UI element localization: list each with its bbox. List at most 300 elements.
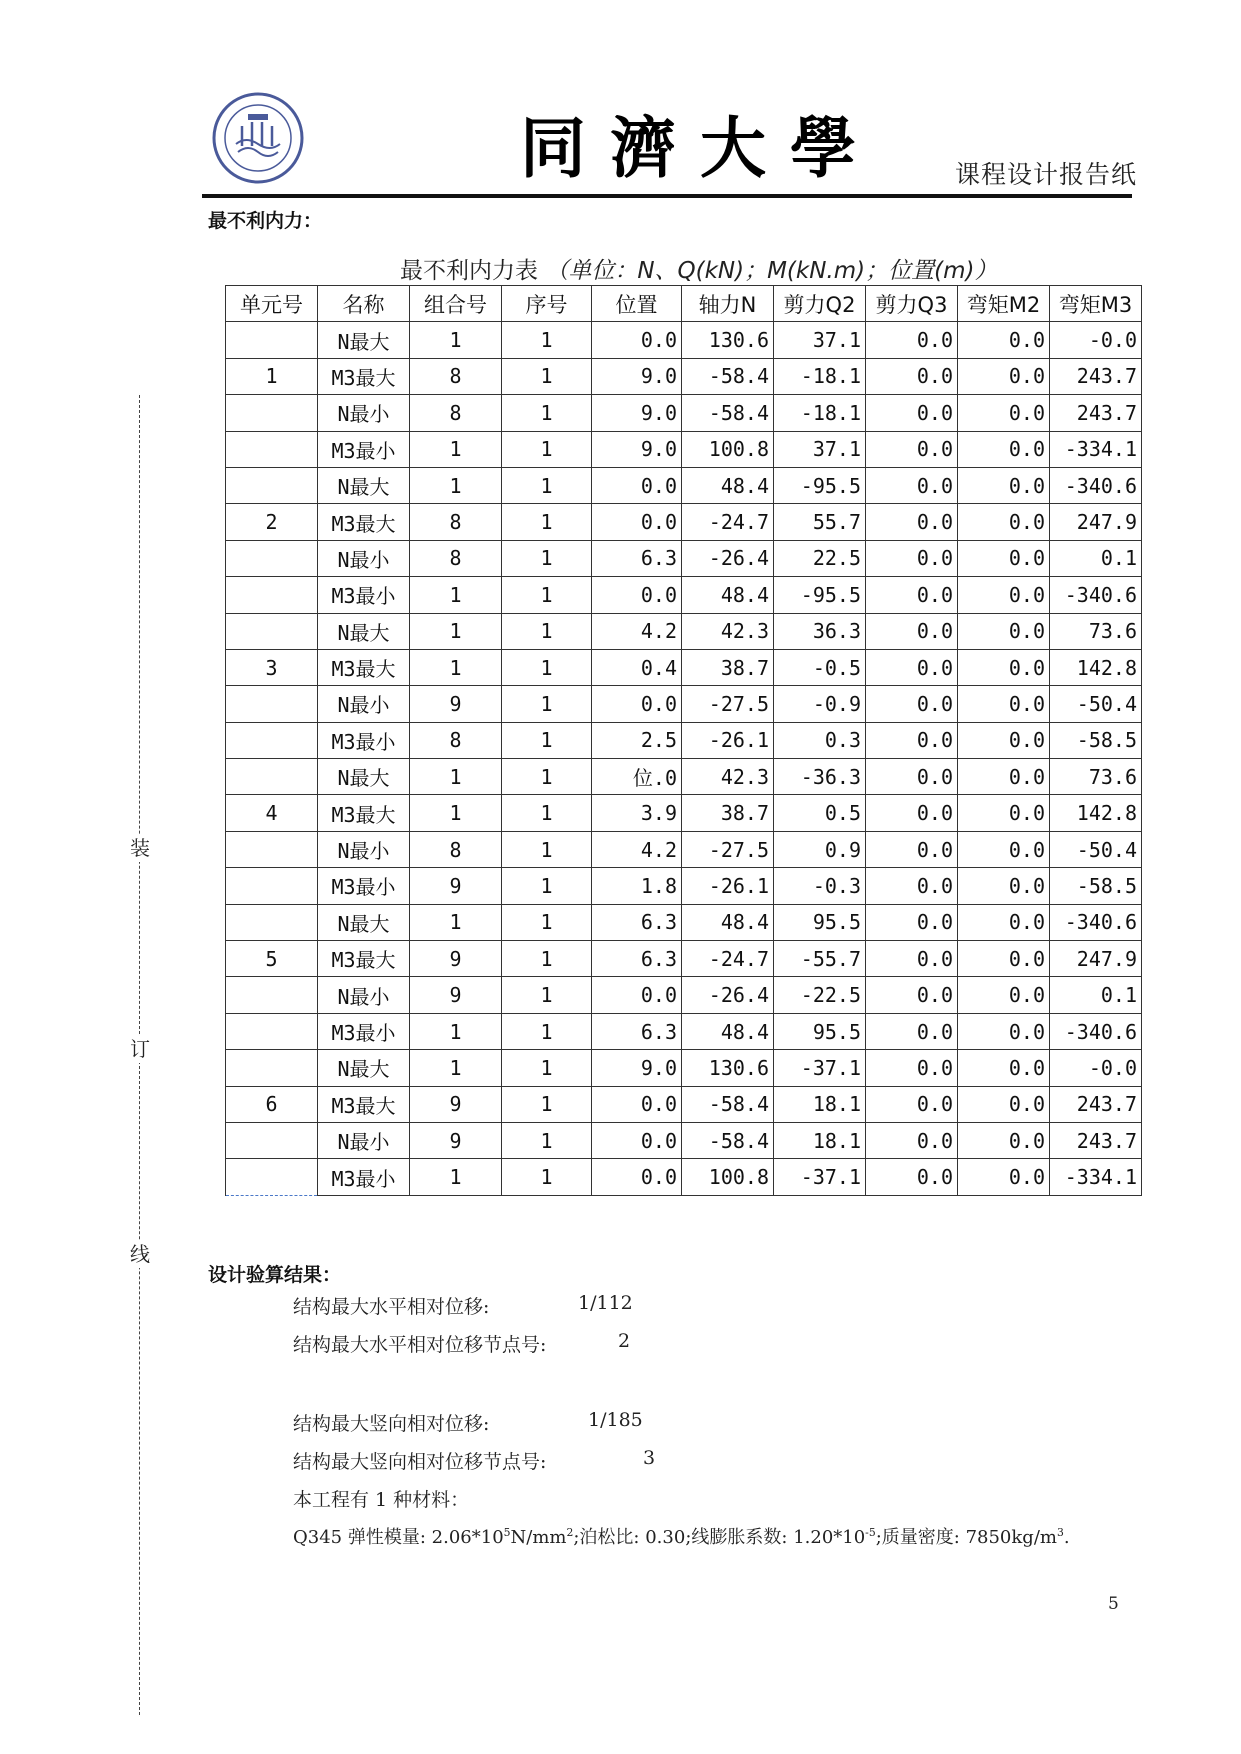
table-cell: 0.0 [958,540,1050,576]
material-name: Q345 [293,1527,343,1548]
table-cell: M3最大 [318,649,410,685]
col-header: 剪力Q2 [774,286,866,322]
table-cell: -27.5 [682,686,774,722]
table-cell: -340.6 [1050,904,1142,940]
table-cell [226,467,318,503]
table-cell: N最小 [318,1122,410,1158]
table-cell: 2 [226,504,318,540]
table-cell [226,759,318,795]
modulus-label: 弹性模量: [347,1527,426,1548]
table-cell: 0.0 [958,395,1050,431]
table-cell: -37.1 [774,1050,866,1086]
max-v-node-value: 3 [643,1447,656,1469]
report-paper-label: 课程设计报告纸 [955,160,1138,189]
table-cell: N最大 [318,904,410,940]
table-cell: -50.4 [1050,831,1142,867]
table-row [226,941,1142,977]
binding-char-xian: 线 [130,1242,150,1266]
modulus-unit: N/mm [510,1527,567,1548]
table-cell: 0.1 [1050,977,1142,1013]
max-v-value: 1/185 [588,1409,643,1431]
table-cell: 9 [410,686,502,722]
poisson-label: ;泊松比: [573,1527,640,1548]
table-cell: -0.3 [774,868,866,904]
table-cell: 95.5 [774,904,866,940]
table-cell: -37.1 [774,1159,866,1195]
table-cell: 0.0 [958,1013,1050,1049]
table-cell: 0.0 [866,1086,958,1122]
table-row [226,1159,1142,1195]
table-row [226,1050,1142,1086]
table-cell [226,977,318,1013]
table-cell: -334.1 [1050,431,1142,467]
table-cell: 247.9 [1050,941,1142,977]
table-row [226,467,1142,503]
table-cell: 0.0 [592,504,682,540]
table-cell: 0.0 [958,868,1050,904]
table-cell: 130.6 [682,322,774,358]
table-cell: 0.0 [958,613,1050,649]
col-header: 序号 [502,286,592,322]
table-cell: 0.0 [866,759,958,795]
table-cell: 1 [502,759,592,795]
table-caption-main: 最不利内力表 [400,258,538,284]
table-cell: 8 [410,358,502,394]
table-cell: 0.0 [958,1122,1050,1158]
table-cell: 1 [502,613,592,649]
table-cell: 0.0 [958,358,1050,394]
table-cell: 0.0 [592,1086,682,1122]
table-cell: 1 [502,467,592,503]
table-cell: 1 [502,941,592,977]
table-cell: M3最小 [318,1013,410,1049]
table-cell [226,540,318,576]
table-cell: N最大 [318,613,410,649]
table-cell [226,868,318,904]
table-cell: -36.3 [774,759,866,795]
thermal-exp: -5 [865,1526,876,1539]
table-cell: 9.0 [592,431,682,467]
table-cell: -24.7 [682,504,774,540]
table-cell: 0.0 [958,467,1050,503]
table-cell: -0.9 [774,686,866,722]
table-cell: -58.4 [682,1122,774,1158]
table-cell: 8 [410,504,502,540]
table-cell: 100.8 [682,431,774,467]
table-cell: M3最大 [318,504,410,540]
table-cell: 130.6 [682,1050,774,1086]
table-cell: 9 [410,977,502,1013]
table-cell: 3.9 [592,795,682,831]
table-cell: 1 [502,649,592,685]
table-cell: 0.0 [866,649,958,685]
section-title-worst-forces: 最不利内力： [208,210,323,232]
density-label: ;质量密度: [875,1527,960,1548]
table-cell: 6 [226,1086,318,1122]
table-cell: 1 [410,322,502,358]
table-cell: 3 [226,649,318,685]
table-row [226,831,1142,867]
table-row [226,977,1142,1013]
table-cell: 0.0 [866,322,958,358]
table-cell: 1 [502,577,592,613]
table-row [226,358,1142,394]
table-cell: N最小 [318,686,410,722]
table-cell: 38.7 [682,795,774,831]
table-cell: 48.4 [682,904,774,940]
table-cell: -26.1 [682,722,774,758]
table-cell: 0.0 [958,322,1050,358]
binding-char-zhuang: 装 [130,836,150,860]
col-header: 轴力N [682,286,774,322]
table-cell: -18.1 [774,358,866,394]
table-cell: 0.4 [592,649,682,685]
table-row [226,722,1142,758]
table-cell [226,322,318,358]
table-cell: 8 [410,831,502,867]
table-cell: 1 [410,759,502,795]
table-cell: 9 [410,941,502,977]
table-cell: 73.6 [1050,613,1142,649]
table-cell: 0.0 [592,686,682,722]
table-cell: 0.0 [958,759,1050,795]
table-cell: 0.0 [866,613,958,649]
table-cell: 0.0 [866,1050,958,1086]
table-cell [226,431,318,467]
table-cell: -58.5 [1050,868,1142,904]
table-cell: 95.5 [774,1013,866,1049]
table-cell: 0.5 [774,795,866,831]
table-cell: 1 [502,431,592,467]
table-cell: 9.0 [592,1050,682,1086]
table-row [226,395,1142,431]
table-row [226,904,1142,940]
max-h-node-value: 2 [618,1330,631,1352]
table-cell: 1 [410,1013,502,1049]
table-cell: -26.4 [682,540,774,576]
table-cell: 100.8 [682,1159,774,1195]
materials-count: 本工程有 1 种材料： [293,1489,470,1511]
table-row [226,868,1142,904]
table-cell: 6.3 [592,540,682,576]
max-vertical-displacement [293,1409,643,1436]
col-header: 单元号 [226,286,318,322]
table-cell: 142.8 [1050,795,1142,831]
table-cell: -58.4 [682,395,774,431]
table-cell: 243.7 [1050,1086,1142,1122]
table-cell: 0.0 [866,722,958,758]
table-cell: -24.7 [682,941,774,977]
table-cell: 0.0 [592,1159,682,1195]
table-cell: 55.7 [774,504,866,540]
table-cell [226,1159,318,1195]
table-cell: 243.7 [1050,395,1142,431]
table-cell: 1 [502,795,592,831]
table-cell: 0.0 [958,977,1050,1013]
table-cell: 1 [410,1050,502,1086]
table-cell: -58.5 [1050,722,1142,758]
table-cell: 1 [502,977,592,1013]
col-header: 弯矩M2 [958,286,1050,322]
table-cell: 37.1 [774,322,866,358]
table-row [226,322,1142,358]
table-header-row [226,286,1142,322]
table-cell: -334.1 [1050,1159,1142,1195]
table-cell: 1 [502,358,592,394]
table-cell: N最大 [318,467,410,503]
density-exp: 3 [1056,1526,1064,1539]
max-h-value: 1/112 [578,1292,633,1314]
table-cell: 48.4 [682,1013,774,1049]
table-caption [400,252,997,285]
table-cell: 37.1 [774,431,866,467]
table-cell: 0.0 [866,795,958,831]
table-cell: 243.7 [1050,358,1142,394]
table-cell: M3最大 [318,941,410,977]
table-cell: 1 [410,904,502,940]
table-row [226,577,1142,613]
col-header: 组合号 [410,286,502,322]
table-cell: 9.0 [592,395,682,431]
thermal-label: ;线膨胀系数: [685,1527,788,1548]
table-cell: 0.0 [592,977,682,1013]
col-header: 位置 [592,286,682,322]
table-cell: 0.0 [866,686,958,722]
table-cell: -55.7 [774,941,866,977]
table-cell: N最大 [318,1050,410,1086]
table-cell: -0.0 [1050,322,1142,358]
col-header: 弯矩M3 [1050,286,1142,322]
table-cell: M3最小 [318,577,410,613]
table-cell: 1 [502,322,592,358]
table-cell: -27.5 [682,831,774,867]
table-cell: 1 [502,504,592,540]
density-value: 7850kg/m [965,1527,1057,1548]
table-cell: 18.1 [774,1086,866,1122]
table-cell: 142.8 [1050,649,1142,685]
table-cell: -95.5 [774,577,866,613]
table-row [226,649,1142,685]
table-cell: 0.0 [958,686,1050,722]
table-cell: 0.0 [958,577,1050,613]
table-cell: 1 [502,831,592,867]
worst-forces-table [225,285,1142,1196]
max-v-label: 结构最大竖向相对位移: [293,1413,490,1435]
table-cell: 0.0 [592,577,682,613]
table-row [226,504,1142,540]
table-cell: 0.0 [866,431,958,467]
table-row [226,431,1142,467]
university-logo [212,92,304,184]
table-cell: M3最小 [318,431,410,467]
max-horizontal-displacement-node [293,1330,631,1357]
table-cell: M3最小 [318,722,410,758]
table-cell: M3最小 [318,868,410,904]
table-cell: 0.0 [958,941,1050,977]
table-cell: 0.0 [592,322,682,358]
table-cell: 0.0 [958,904,1050,940]
table-cell: -0.5 [774,649,866,685]
max-horizontal-displacement [293,1292,633,1319]
thermal-mantissa: 1.20*10 [793,1527,866,1548]
table-cell: 4 [226,795,318,831]
table-row [226,759,1142,795]
table-cell: 8 [410,395,502,431]
section-title-check-results: 设计验算结果： [208,1264,342,1286]
table-cell: 0.0 [866,395,958,431]
table-cell: M3最小 [318,1159,410,1195]
table-cell: 0.0 [866,1013,958,1049]
table-cell: 6.3 [592,904,682,940]
table-cell: 5 [226,941,318,977]
table-cell: 0.0 [958,1050,1050,1086]
modulus-unit-exp: 2 [566,1526,574,1539]
modulus-mantissa: 2.06*10 [431,1527,504,1548]
max-h-label: 结构最大水平相对位移: [293,1296,490,1318]
table-cell: 0.0 [866,868,958,904]
max-h-node-label: 结构最大水平相对位移节点号: [293,1334,547,1356]
table-cell: 4.2 [592,831,682,867]
table-cell: 1 [502,1159,592,1195]
table-cell: 1.8 [592,868,682,904]
table-cell: 22.5 [774,540,866,576]
table-cell: 0.0 [866,831,958,867]
page-number: 5 [1108,1594,1119,1614]
table-cell: 0.0 [866,904,958,940]
table-cell: -340.6 [1050,577,1142,613]
table-cell: 1 [502,722,592,758]
table-cell: 0.0 [866,540,958,576]
table-cell [226,686,318,722]
table-cell: 1 [410,613,502,649]
table-cell: N最大 [318,759,410,795]
university-name: 同濟大學 [520,109,880,187]
table-cell: -95.5 [774,467,866,503]
table-cell: 0.0 [958,831,1050,867]
col-header: 剪力Q3 [866,286,958,322]
table-row [226,1086,1142,1122]
table-cell: 73.6 [1050,759,1142,795]
table-cell [226,395,318,431]
table-cell: 48.4 [682,577,774,613]
table-cell: 4.2 [592,613,682,649]
material-properties [293,1523,1070,1549]
table-cell: 8 [410,540,502,576]
table-cell: 6.3 [592,941,682,977]
table-row [226,795,1142,831]
table-row [226,1122,1142,1158]
table-cell [226,904,318,940]
table-cell: 0.0 [866,1122,958,1158]
table-cell: -26.4 [682,977,774,1013]
max-vertical-displacement-node [293,1447,656,1474]
table-cell: 1 [410,795,502,831]
table-cell: -26.1 [682,868,774,904]
table-cell: -0.0 [1050,1050,1142,1086]
table-cell: 0.0 [958,795,1050,831]
table-cell: M3最大 [318,1086,410,1122]
table-cell: 1 [410,431,502,467]
table-cell: 2.5 [592,722,682,758]
table-cell: 0.0 [866,504,958,540]
table-cell: 0.0 [592,1122,682,1158]
table-cell [226,1122,318,1158]
table-cell: 48.4 [682,467,774,503]
table-cell: -18.1 [774,395,866,431]
table-row [226,540,1142,576]
table-cell: 9 [410,1086,502,1122]
table-cell [226,722,318,758]
table-cell [226,577,318,613]
table-cell: 0.0 [958,431,1050,467]
table-cell: 0.9 [774,831,866,867]
table-row [226,686,1142,722]
table-cell: 18.1 [774,1122,866,1158]
table-cell: M3最大 [318,795,410,831]
table-row [226,613,1142,649]
table-cell: -340.6 [1050,1013,1142,1049]
table-cell: N最大 [318,322,410,358]
table-row [226,1013,1142,1049]
header-divider [202,194,1132,198]
table-cell [226,1013,318,1049]
table-cell: 1 [410,467,502,503]
table-cell: 8 [410,722,502,758]
table-cell: 0.1 [1050,540,1142,576]
table-cell: 0.0 [866,941,958,977]
table-cell: 9 [410,868,502,904]
table-cell: 0.0 [866,467,958,503]
table-cell: 0.0 [866,358,958,394]
table-cell: 1 [502,904,592,940]
table-cell: -50.4 [1050,686,1142,722]
binding-char-ding: 订 [130,1037,150,1061]
table-cell [226,1050,318,1086]
table-cell: -58.4 [682,358,774,394]
table-cell: 0.0 [866,577,958,613]
table-cell: N最小 [318,977,410,1013]
table-cell: 0.0 [866,977,958,1013]
table-cell: 0.0 [958,1086,1050,1122]
table-cell: 9 [410,1122,502,1158]
table-cell: 0.0 [958,649,1050,685]
table-cell: 42.3 [682,613,774,649]
table-cell: M3最大 [318,358,410,394]
table-cell: 247.9 [1050,504,1142,540]
table-cell [226,831,318,867]
table-cell: 1 [502,1086,592,1122]
table-cell: 0.0 [866,1159,958,1195]
table-cell: 243.7 [1050,1122,1142,1158]
table-cell: -22.5 [774,977,866,1013]
table-cell: 0.0 [958,1159,1050,1195]
table-cell [226,613,318,649]
table-cell: 42.3 [682,759,774,795]
table-cell: 0.0 [592,467,682,503]
table-cell: N最小 [318,395,410,431]
col-header: 名称 [318,286,410,322]
table-cell: 1 [502,868,592,904]
table-cell: 36.3 [774,613,866,649]
table-caption-units: （单位：N、Q(kN)；M(kN.m)；位置(m)） [545,258,998,284]
poisson-value: 0.30 [645,1527,686,1548]
table-cell: 0.3 [774,722,866,758]
table-cell: 位.0 [592,759,682,795]
table-cell: 1 [410,649,502,685]
max-v-node-label: 结构最大竖向相对位移节点号: [293,1451,547,1473]
table-body [226,322,1142,1195]
modulus-exp: 5 [503,1526,511,1539]
